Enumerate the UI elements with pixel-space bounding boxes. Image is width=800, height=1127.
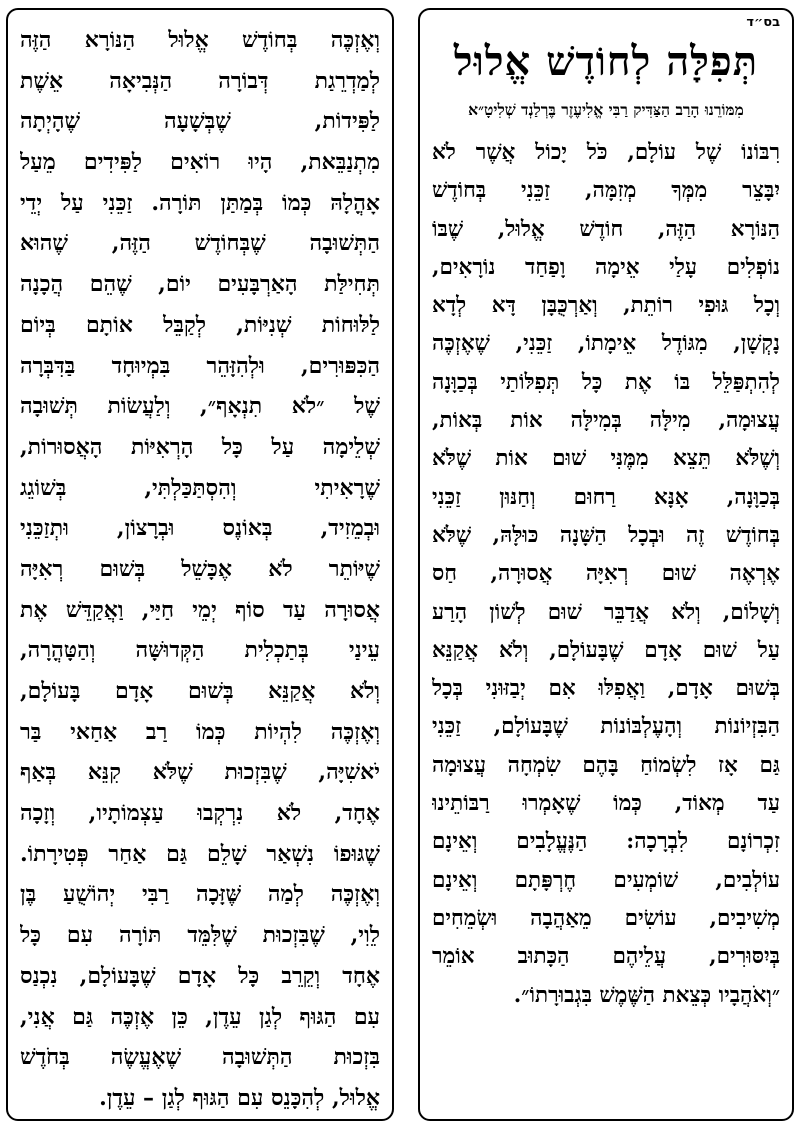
text-line: שֶׁל ״לֹא תִנְאָף״, וְלַעֲשׂוֹת תְּשׁוּבָה	[20, 393, 380, 420]
text-line: שֶׁרָאִיתִי וְהִסְתַּכַּלְתִּי, בְּשׁוֹגֵג	[20, 474, 380, 501]
text-line: וּבְמֵזִיד, בְּאוֹנֶס וּבְרָצוֹן, וּתְזַכֵּנִי	[20, 515, 380, 542]
text-line: בְּיִסּוּרִים, עֲלֵיהֶם הַכָּתוּב אוֹמֵר	[432, 944, 780, 970]
text-line: זִכְרוֹנָם לִבְרָכָה: הַנֶּעֱלָבִים וְאֵינָם	[432, 829, 780, 855]
text-line: וְשָׁלוֹם, וְלֹא אֲדַבֵּר שׁוּם לְשׁוֹן הָרַע	[432, 599, 780, 625]
text-line: הַבִּזְיוֹנוֹת וְהָעֶלְבּוֹנוֹת שֶׁבָּעוֹלָם, זַכֵּנִי	[432, 714, 780, 740]
text-line: וְאֶזְכֶּה לִהְיוֹת כְּמוֹ רַב אַחַאי בַּר	[20, 718, 380, 745]
text-line: רִבּוֹנוֹ שֶׁל עוֹלָם, כֹּל יָכוֹל אֲשֶׁר לֹא	[432, 140, 780, 165]
text-line: וְאֶזְכֶּה לְמַה שֶּׁזָּכָה רַבִּי יְהוֹשֻׁעַ בֶּן	[20, 881, 380, 908]
text-line: מְשִׁיבִים, עוֹשִׂים מֵאַהֲבָה וּשְׂמֵחִים	[432, 905, 780, 931]
text-line: וְלֹא אֲקַנֵּא בְּשׁוּם אָדָם בָּעוֹלָם,	[20, 678, 380, 704]
left-text-column	[6, 8, 394, 1121]
text-line: שֶׁיּוֹתֵר לֹא אֶכָּשֵׁל בְּשׁוּם רְאִיָּה	[20, 555, 380, 582]
text-line: יֹאשִׁיָּה, שֶׁבִּזְכוּת שֶׁלֹּא קִנֵּא בְּאַף	[20, 759, 380, 786]
text-line: עֲצוּמָה, מִילָּה בְּמִילָּה אוֹת בְּאוֹת,	[432, 408, 780, 434]
text-line: אֲסוּרָה עַד סוֹף יְמֵי חַיַּי, וַאֲקַדֵּשׁ אֶת	[20, 596, 380, 623]
text-line: אָהֳלָהּ כְּמוֹ בְּמַתַּן תּוֹרָה. זַכֵּנִי עַל יְדֵי	[20, 189, 380, 216]
text-line: יִבָּצֵר מִמְּךָ מְזִמָּה, זַכֵּנִי בְּחוֹדֶשׁ	[432, 178, 780, 204]
text-line: לֵוִי, שֶׁבִּזְכוּת שֶׁלִּמֵּד תּוֹרָה עִם כָּל	[20, 922, 380, 949]
text-line: בְּשׁוּם אָדָם, וַאֲפִלּוּ אִם יְבַזּוּנִי בְּכָל	[432, 676, 780, 702]
text-line: עֵינַי בְּתַכְלִית הַקְּדוּשָּׁה וְהַטָּהֳרָה,	[20, 637, 380, 664]
text-line: שְׁלֵימָה עַל כָּל הָרְאִיּוֹת הָאֲסוּרוֹת,	[20, 433, 380, 460]
left-paragraph	[20, 20, 380, 1119]
bsd-header: בס״ד	[746, 15, 780, 30]
text-line: הַכִּפּוּרִים, וּלְהִזָּהֵר בִּמְיוּחָד בַּדִּבְּרָה	[20, 352, 380, 379]
text-line: בִּזְכוּת הַתְּשׁוּבָה שֶׁאֶעֱשֶׂה בְּחֹדֶשׁ	[20, 1044, 380, 1071]
text-line: לַלּוּחוֹת שְׁנִיּוֹת, לְקַבֵּל אוֹתָם בְּיוֹם	[20, 311, 380, 338]
text-line: לְמַדְרֵגַת דְּבוֹרָה הַנְּבִיאָה אֵשֶׁת	[20, 67, 380, 94]
text-line: עוֹלְבִים, שׁוֹמְעִים חֶרְפָּתָם וְאֵינָם	[432, 867, 780, 893]
text-line: נָקְשָׁן, מִגּוֹדֶל אֵימָתוֹ, זַכֵּנִי, שֶׁאֶזְכֶּה	[432, 331, 780, 357]
text-line: ״וְאֹהֲבָיו כְּצֵאת הַשֶּׁמֶשׁ בִּגְבוּרָתוֹ״.	[513, 982, 780, 1008]
text-line: גַּם אָז לִשְׂמוֹחַ בָּהֶם שִׂמְחָה עֲצוּמָה	[432, 752, 780, 778]
text-line: אֱלוּל, לְהִכָּנֵס עִם הַגּוּף לְגַן – עֵדֶן.	[99, 1084, 380, 1111]
text-line: עִם הַגּוּף לְגַן עֵדֶן, כֵּן אֶזְכֶּה גַּם אֲנִי,	[20, 1003, 380, 1030]
text-line: וְכָל גּוּפִי רוֹתֵת, וְאַרְכֻּבָּן דָּא לְדָא	[432, 293, 780, 319]
text-line: וְאֶזְכֶּה בְּחוֹדֶשׁ אֱלוּל הַנּוֹרָא הַזֶּה	[20, 27, 380, 53]
text-line: הַנּוֹרָא הַזֶּה, חוֹדֶשׁ אֱלוּל, שֶׁבּוֹ	[432, 216, 780, 242]
text-line: הַתְּשׁוּבָה שֶׁבְּחוֹדֶשׁ הַזֶּה, שֶׁהוּא	[20, 230, 380, 257]
right-text-column	[418, 8, 794, 1121]
text-line: אֶרְאֶה שׁוּם רְאִיָּה אֲסוּרָה, חַס	[432, 561, 780, 587]
text-line: בְּכַוָּנָה, אָנָּא רַחוּם וְחַנּוּן זַכֵּנִי	[432, 484, 780, 510]
text-line: מִתְנַבֵּאת, הָיוּ רוֹאִים לַפִּידִים מֵעַל	[20, 149, 380, 176]
text-line: אֶחָד וְקֵרֵב כָּל אָדָם שֶׁבָּעוֹלָם, נִכְנַס	[20, 962, 380, 989]
text-line: תְּחִילַּת הָאַרְבָּעִים יוֹם, שֶׁהֵם הֲכָנָה	[20, 271, 380, 298]
text-line: נוֹפְלִים עָלַי אֵימָה וָפַחַד נוֹרָאִים,	[432, 254, 780, 280]
text-line: עַל שׁוּם אָדָם שֶׁבָּעוֹלָם, וְלֹא אֲקַנֵּא	[432, 637, 780, 663]
right-paragraph	[432, 134, 780, 1015]
text-line: שֶׁגּוּפוֹ נִשְׁאַר שָׁלֵם גַּם אַחַר פְּטִירָתוֹ.	[20, 840, 380, 867]
text-line: עַד מְאוֹד, כְּמוֹ שֶׁאָמְרוּ רַבּוֹתֵינוּ	[432, 791, 780, 817]
text-line: לַפִּידוֹת, שֶׁבְּשָׁעָה שֶׁהָיְתָה	[20, 108, 380, 135]
prayer-title: תְּפִלָּה לְחוֹדֶשׁ אֱלוּל	[453, 38, 759, 85]
text-line: אֶחָד, לֹא נִרְקְבוּ עַצְמוֹתָיו, וְזָכָה	[20, 800, 380, 827]
text-line: לְהִתְפַּלֵּל בּוֹ אֶת כָּל תְּפִלּוֹתַי בְּכַוָּנָה	[432, 369, 780, 395]
prayer-attribution: מִמּוֹרֵנוּ הָרַב הַצַּדִּיק רַבִּי אֱלִיעֶזֶר בֶּרְלַנְד שְׁלִיטָ״א	[468, 100, 744, 119]
text-line: בְּחוֹדֶשׁ זֶה וּבְכָל הַשָּׁנָה כּוּלָּהּ, שֶׁלֹּא	[432, 522, 780, 548]
text-line: וְשֶׁלֹּא תֵּצֵא מִמֶּנִּי שׁוּם אוֹת שֶׁלֹּא	[432, 446, 780, 472]
